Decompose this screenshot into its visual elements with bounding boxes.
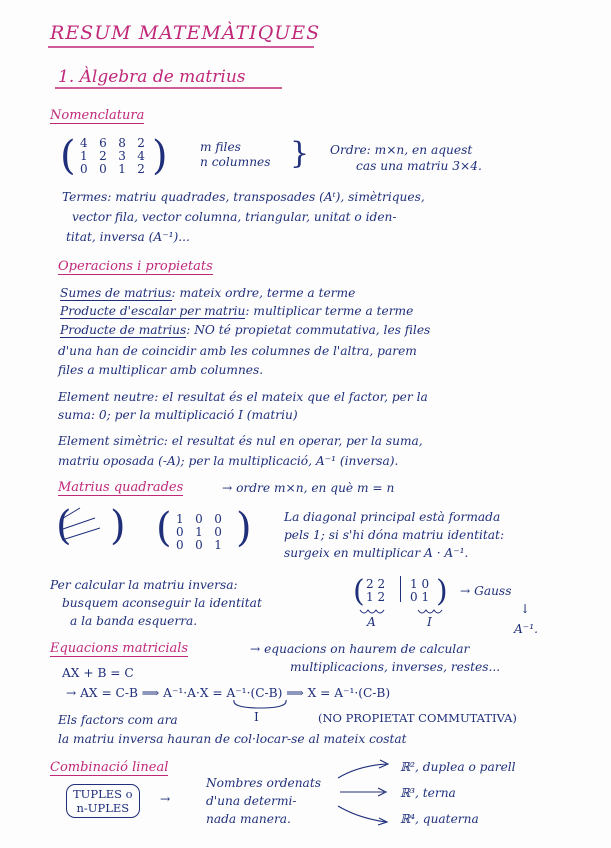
note-line-1: Els factors com ara (58, 713, 178, 727)
r3-label: ℝ³, terna (400, 786, 456, 800)
cell: 0 (176, 538, 184, 552)
cell: 0 (421, 577, 430, 591)
neutre-line-2: suma: 0; per la multiplicació I (matriu) (58, 408, 298, 422)
ordre-line-2: cas una matriu 3×4. (356, 159, 482, 173)
arrow-r4-line (338, 806, 386, 822)
cell: 0 (195, 538, 203, 552)
cell: 2 (137, 136, 145, 150)
matrix-row (176, 539, 222, 552)
tuples-desc-2: d'una determi- (206, 794, 297, 808)
equation-1: AX + B = C (62, 666, 134, 680)
matrix-row (80, 163, 145, 176)
inversa-line-1: Per calcular la matriu inversa: (50, 578, 238, 592)
cell: 2 (377, 577, 386, 591)
augmented-left-paren: ( (353, 574, 365, 609)
identity-right-paren: ) (236, 505, 252, 551)
augmented-matrix-i (410, 578, 429, 604)
squiggle-a (360, 610, 384, 613)
suma-label: Sumes de matrius (60, 286, 172, 300)
augmented-divider (400, 576, 401, 602)
cell: 6 (99, 136, 107, 150)
cell: 1 (176, 512, 184, 526)
quadrades-heading: Matrius quadrades (58, 480, 184, 495)
tuples-desc-1: Nombres ordenats (206, 776, 321, 790)
tuples-box-line-1: TUPLES o (73, 787, 133, 801)
cell: 1 (214, 538, 222, 552)
m-files-label: m files (200, 140, 241, 154)
inversa-line-3: a la banda esquerra. (70, 614, 198, 628)
section-heading-algebra: 1. Àlgebra de matrius (58, 67, 246, 87)
cell: 8 (118, 136, 126, 150)
termes-line-1: Termes: matriu quadrades, transposades (Aᵗ), simètriques, (62, 190, 425, 204)
tuples-box-line-2: n-UPLES (76, 801, 130, 815)
inversa-line-2: busquem aconseguir la identitat (62, 596, 262, 610)
matrix-row (366, 591, 385, 604)
simetric-line-1: Element simètric: el resultat és nul en operar, per la suma, (58, 434, 423, 448)
cell: 0 (176, 525, 184, 539)
arrow-down: ↓ (520, 602, 531, 616)
augmented-matrix-a (366, 578, 385, 604)
cell: 0 (195, 512, 203, 526)
cell: 2 (377, 590, 386, 604)
simetric-line-2: matriu oposada (-A); per la multiplicació, A⁻¹ (inversa). (58, 454, 399, 468)
suma-line (60, 286, 355, 300)
diagonal-line-2: pels 1; si s'hi dóna matriu identitat: (284, 528, 505, 542)
escalar-text: : multiplicar terme a terme (245, 304, 414, 318)
matrix-4x3 (80, 137, 145, 176)
augmented-right-paren: ) (436, 574, 448, 609)
cell: 0 (99, 162, 107, 176)
identity-under-label: I (254, 710, 259, 724)
matrix-right-paren: ) (152, 133, 168, 179)
cell: 4 (137, 149, 145, 163)
cell: 0 (80, 162, 88, 176)
matrix-row (410, 591, 429, 604)
neutre-line-1: Element neutre: el resultat és el mateix que el factor, per la (58, 390, 428, 404)
label-a: A (367, 615, 376, 629)
r2-label: ℝ², duplea o parell (400, 760, 516, 774)
producte-line (60, 323, 430, 337)
cell: 2 (137, 162, 145, 176)
producte-label: Producte de matrius (60, 323, 187, 337)
note-line-2: la matriu inversa hauran de col·locar-se al mateix costat (58, 732, 407, 746)
producte-line-2: d'una han de coincidir amb les columnes de l'altra, parem (58, 344, 417, 358)
cell: 0 (214, 525, 222, 539)
cell: 0 (410, 590, 418, 604)
gauss-label: → Gauss (460, 584, 512, 598)
scratch-matrix-left-paren: ( (56, 503, 72, 549)
equation-2: → AX = C-B ⟹ A⁻¹·A·X = A⁻¹·(C-B) ⟹ X = A⁻¹·(C-B) (66, 686, 391, 700)
quadrades-definition: → ordre m×n, en què m = n (222, 481, 395, 495)
cell: 4 (80, 136, 88, 150)
diagonal-line-1: La diagonal principal està formada (284, 510, 501, 524)
commutativa-note: (NO PROPIETAT COMMUTATIVA) (318, 711, 517, 725)
suma-text: : mateix ordre, terme a terme (171, 286, 356, 300)
arrow-r2-line (338, 764, 386, 778)
tuples-desc-3: nada manera. (206, 812, 291, 826)
tuples-box (66, 784, 140, 818)
identity-left-paren: ( (156, 505, 172, 551)
nomenclatura-heading: Nomenclatura (50, 108, 145, 123)
equacions-desc-2: multiplicacions, inverses, restes... (290, 660, 501, 674)
scratch-matrix-right-paren: ) (110, 503, 126, 549)
label-i: I (427, 615, 432, 629)
n-columnes-label: n columnes (200, 155, 271, 169)
r4-label: ℝ⁴, quaterna (400, 812, 479, 826)
combinacio-heading: Combinació lineal (50, 760, 169, 775)
bracket-under-a (234, 700, 286, 708)
brace: } (290, 136, 310, 171)
squiggle-i (418, 610, 442, 613)
cell: 2 (99, 149, 107, 163)
diagonal-line-3: surgeix en multiplicar A · A⁻¹. (284, 546, 469, 560)
escalar-line (60, 304, 413, 318)
cell: 1 (410, 577, 418, 591)
cell: 1 (80, 149, 88, 163)
cell: 0 (214, 512, 222, 526)
cell: 1 (118, 162, 126, 176)
tuples-arrow: → (160, 792, 171, 806)
ordre-line-1: Ordre: m×n, en aquest (330, 143, 473, 157)
producte-line-3: files a multiplicar amb columnes. (58, 363, 264, 377)
cell: 1 (195, 525, 203, 539)
termes-line-2: vector fila, vector columna, triangular, unitat o iden- (72, 210, 397, 224)
equacions-desc-1: → equacions on haurem de calcular (250, 642, 470, 656)
termes-line-3: titat, inversa (A⁻¹)... (66, 230, 190, 244)
inverse-result: A⁻¹. (514, 622, 538, 636)
cell: 2 (366, 577, 374, 591)
identity-matrix (176, 513, 222, 552)
cell: 1 (366, 590, 374, 604)
page-title: RESUM MATEMÀTIQUES (50, 22, 321, 44)
escalar-label: Producte d'escalar per matriu (60, 304, 246, 318)
producte-text: : NO té propietat commutativa, les files (186, 323, 431, 337)
equacions-heading: Equacions matricials (50, 641, 189, 656)
cell: 1 (421, 590, 430, 604)
matrix-left-paren: ( (60, 133, 76, 179)
operacions-heading: Operacions i propietats (58, 259, 213, 274)
cell: 3 (118, 149, 126, 163)
